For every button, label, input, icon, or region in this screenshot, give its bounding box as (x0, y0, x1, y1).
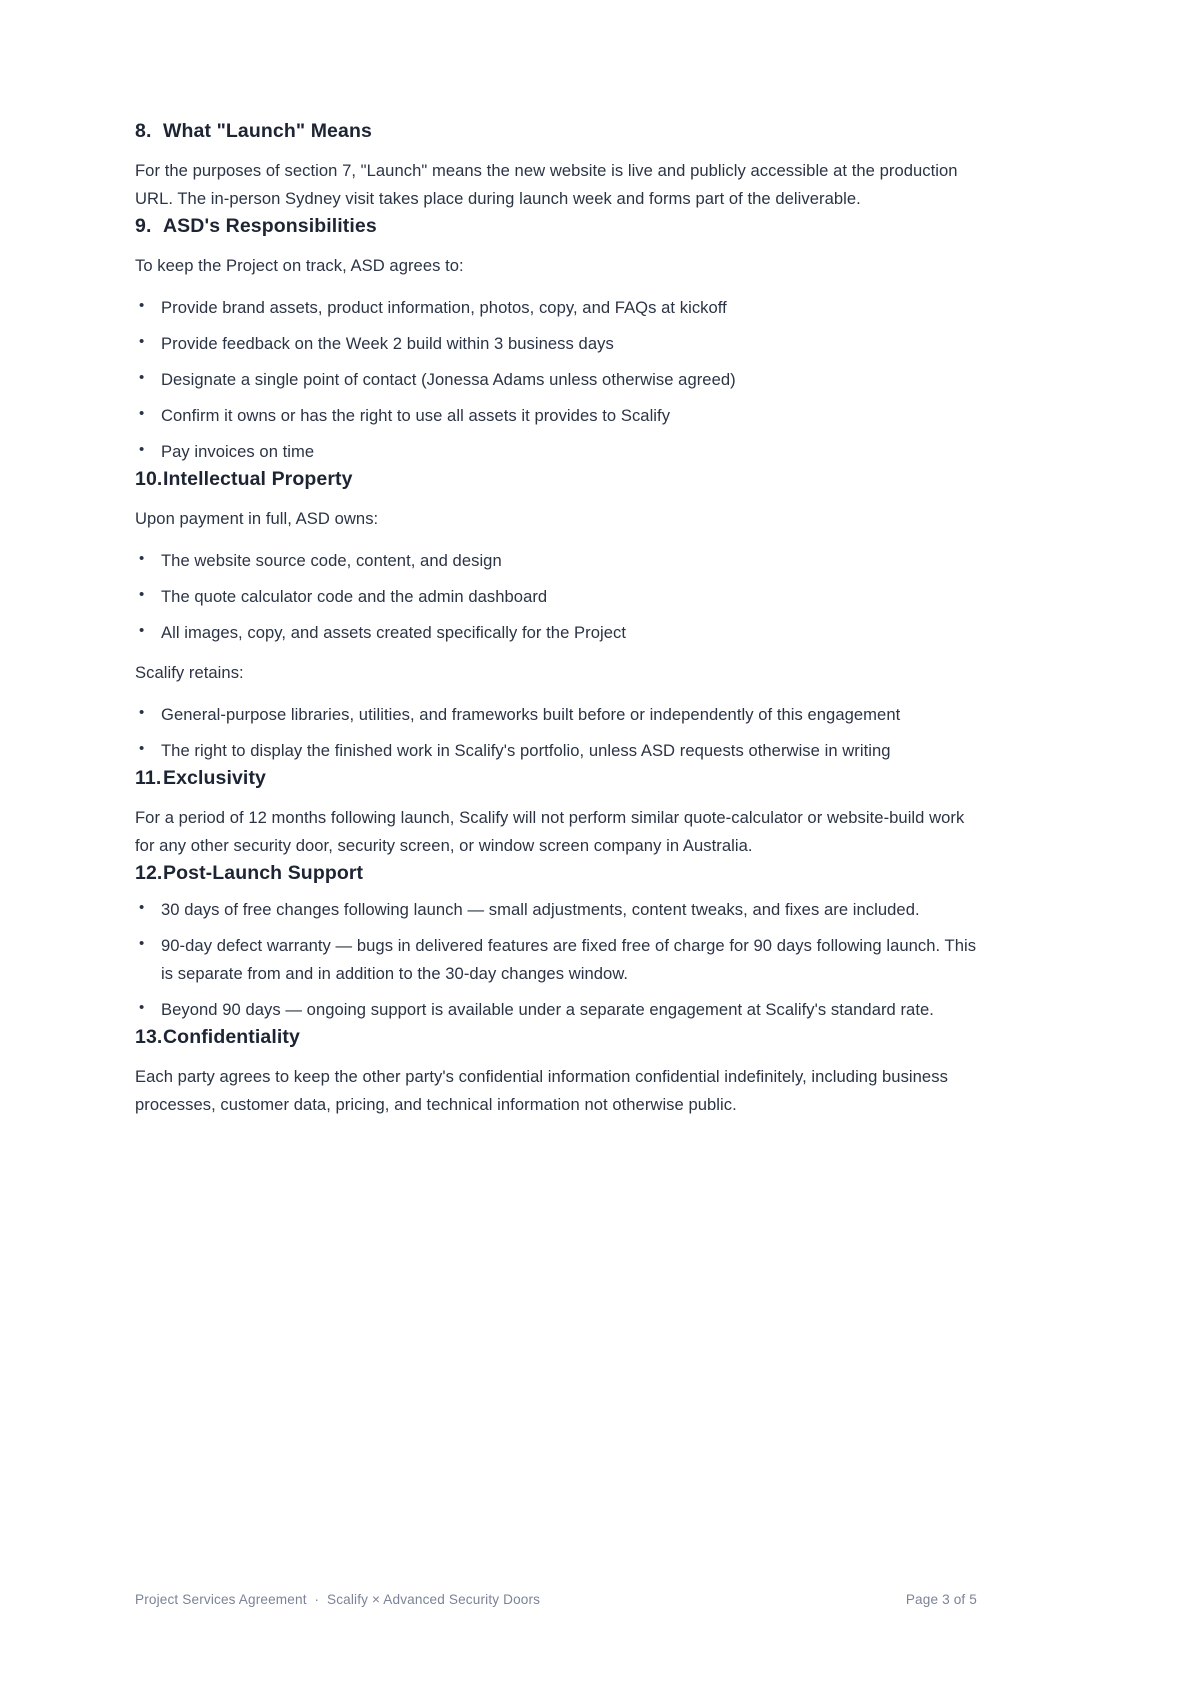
document-body (135, 118, 977, 1119)
section-heading-12 (135, 860, 977, 886)
section-11-paragraph: For a period of 12 months following launch, Scalify will not perform similar quote-calculator or website-build work for any other security door, security screen, or window screen company in Australia. (135, 808, 965, 856)
section-title-11: Exclusivity (163, 767, 266, 790)
section-9-bullet-list (135, 294, 977, 465)
section-10-bullet-list-owns (135, 547, 977, 647)
section-title-8: What "Launch" Means (163, 120, 372, 142)
list-item: • Provide brand assets, product information, photos, copy, and FAQs at kickoff (135, 294, 977, 322)
section-title-12: Post-Launch Support (163, 862, 364, 885)
footer-page-number: Page 3 of 5 (905, 1592, 977, 1607)
section-heading-8 (135, 118, 977, 144)
list-item: • The right to display the finished work in Scalify's portfolio, unless ASD requests otherwise in writing (135, 737, 977, 765)
section-number-9: 9. (135, 215, 152, 238)
section-heading-11 (135, 765, 977, 791)
list-item: • The quote calculator code and the admin dashboard (135, 583, 977, 611)
list-item: • General-purpose libraries, utilities, and frameworks built before or independently of this engagement (135, 701, 977, 729)
section-13-paragraph: Each party agrees to keep the other party's confidential information confidential indefinitely, including business processes, customer data, pricing, and technical information not otherwise public. (135, 1067, 948, 1115)
list-item: • 30 days of free changes following launch — small adjustments, content tweaks, and fixes are included. (135, 896, 977, 924)
section-10-bullet-list-retains (135, 701, 977, 765)
section-heading-9 (135, 213, 977, 239)
list-item: • Beyond 90 days — ongoing support is available under a separate engagement at Scalify's standard rate. (135, 996, 977, 1024)
footer-document-label: Project Services Agreement · Scalify × Advanced Security Doors (135, 1592, 541, 1607)
section-number-10: 10. (135, 467, 163, 490)
section-title-9: ASD's Responsibilities (163, 215, 377, 238)
list-item: • The website source code, content, and design (135, 547, 977, 575)
page-footer (135, 1592, 977, 1607)
section-number-13: 13. (135, 1025, 163, 1048)
list-item: • 90-day defect warranty — bugs in delivered features are fixed free of charge for 90 days following launch. This is separate from and in addition to the 30-day changes window. (135, 932, 977, 988)
section-8-paragraph: For the purposes of section 7, "Launch" means the new website is live and publicly accessible at the production URL. The in-person Sydney visit takes place during launch week and forms part of the deliverable. (135, 161, 958, 209)
section-heading-13 (135, 1024, 977, 1050)
section-10-lead: Upon payment in full, ASD owns: (135, 508, 379, 528)
list-item: • All images, copy, and assets created specifically for the Project (135, 619, 977, 647)
section-9-lead: To keep the Project on track, ASD agrees to: (135, 256, 464, 276)
section-heading-10 (135, 466, 977, 492)
list-item: • Designate a single point of contact (Jonessa Adams unless otherwise agreed) (135, 366, 977, 394)
section-number-11: 11. (135, 767, 162, 790)
section-number-8: 8. (135, 120, 152, 142)
list-item: • Confirm it owns or has the right to use all assets it provides to Scalify (135, 402, 977, 430)
section-title-10: Intellectual Property (163, 467, 353, 490)
section-10-lead-2: Scalify retains: (135, 663, 244, 683)
section-title-13: Confidentiality (163, 1025, 300, 1048)
list-item: • Provide feedback on the Week 2 build within 3 business days (135, 330, 977, 358)
section-12-bullet-list (135, 896, 977, 1024)
list-item: • Pay invoices on time (135, 438, 977, 466)
section-number-12: 12. (135, 862, 163, 885)
